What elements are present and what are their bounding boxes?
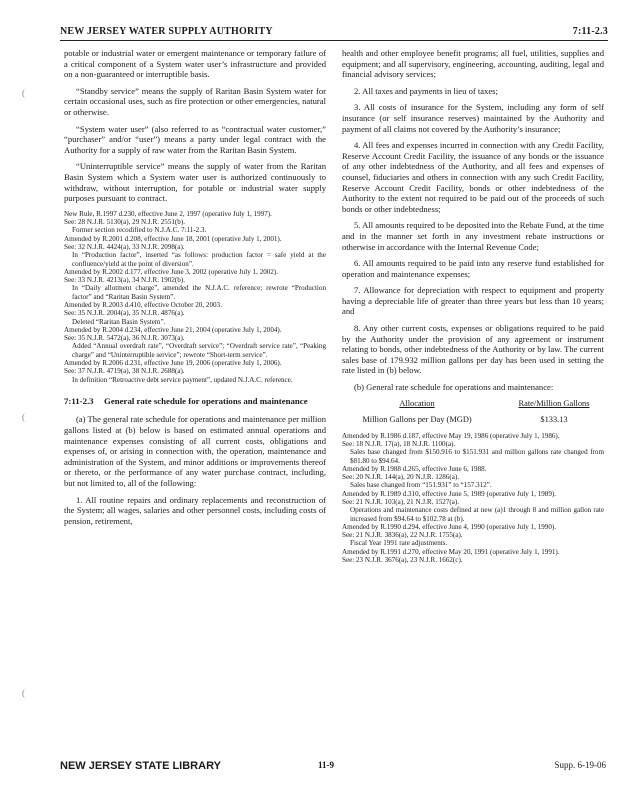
history-line: Amended by R.2002 d.177, effective June 3, 2002 (operative July 1, 2002).	[64, 267, 279, 276]
paragraph: 6. All amounts required to be paid into any reserve fund established for operation and maintenance expenses;	[342, 258, 604, 279]
paragraph: 8. Any other current costs, expenses or obligations required to be paid by the Authority under the provision of any agreement or instrument relating to bonds, other indebtedness of the Authority or by law. The current sales base of 179.932 million gallons per day has been used in setting the rate listed in (b) below.	[342, 323, 604, 376]
table-header-allocation: Allocation	[399, 398, 435, 408]
history-line: See: 32 N.J.R. 4424(a), 33 N.J.R. 2098(a).	[64, 242, 185, 251]
history-line: Amended by R.1990 d.294, effective June 4, 1990 (operative July 1, 1990).	[342, 522, 557, 531]
paragraph: health and other employee benefit programs; all fuel, utilities, supplies and equipment; and all supervisory, engineering, accounting, auditing, legal and financial advisory services;	[342, 48, 604, 80]
history-line: See: 37 N.J.R. 4719(a), 38 N.J.R. 2688(a).	[64, 367, 185, 376]
history-line: See: 21 N.J.R. 3836(a), 22 N.J.R. 1755(a).	[342, 531, 463, 540]
paragraph: 3. All costs of insurance for the System, including any form of self insurance (or self insurance reserves) maintained by the Authority and payment of all claims not covered by the Authority’s insurance;	[342, 102, 604, 134]
section-title: General rate schedule for operations and maintenance	[104, 395, 308, 406]
history-line: See: 35 N.J.R. 2004(a), 35 N.J.R. 4876(a).	[64, 309, 185, 318]
history-line: Amended by R.1991 d.270, effective May 20, 1991 (operative July 1, 1991).	[342, 547, 560, 556]
history-line: New Rule, R.1997 d.230, effective June 2, 1997 (operative July 1, 1997).	[64, 209, 272, 218]
rule-history	[342, 432, 604, 565]
history-line: Fiscal Year 1991 rate adjustments.	[350, 539, 448, 548]
history-line: Added “Annual overdraft rate”, “Overdraft service”; “Overdraft service rate”, “Peaking charge” and “Uninterruptible service”; rewrote “Short-term service”.	[72, 342, 326, 359]
history-line: Amended by R.1988 d.265, effective June 6, 1988.	[342, 464, 487, 473]
supplement-date: Supp. 6-19-06	[554, 760, 606, 770]
rate-table-header	[342, 399, 604, 410]
table-cell-rate: $133.13	[540, 415, 568, 425]
history-line: See: 20 N.J.R. 144(a), 20 N.J.R. 1286(a).	[342, 473, 460, 482]
paragraph: “Standby service” means the supply of Raritan Basin System water for certain occasional uses, such as fire protection or other emergencies, natural or otherwise.	[64, 85, 326, 117]
paragraph: (b) General rate schedule for operations and maintenance:	[354, 382, 554, 393]
history-line: Amended by R.2006 d.231, effective June 19, 2006 (operative July 1, 2006).	[64, 359, 282, 368]
history-line: See: 35 N.J.R. 5472(a), 36 N.J.R. 3073(a).	[64, 334, 185, 343]
history-line: Amended by R.2003 d.410, effective October 20, 2003.	[64, 300, 222, 309]
history-line: In “Production factor”, inserted “as follows: production factor = safe yield at the confluence/yield at the point of diversion”.	[72, 251, 326, 268]
history-line: In “Daily allotment charge”, amended the N.J.A.C. reference; rewrote “Production factor” and “Raritan Basin System”.	[72, 284, 326, 301]
history-line: Operations and maintenance costs defined at new (a)1 through 8 and million gallon rate increased from $94.64 to $102.78 at (b).	[350, 506, 604, 523]
history-line: See: 28 N.J.R. 5130(a), 29 N.J.R. 2551(b).	[64, 218, 185, 227]
history-line: Sales base changed from $150.916 to $151.931 and million gallons rate changed from $81.80 to $94.64.	[350, 448, 604, 465]
paragraph: 1. All routine repairs and ordinary replacements and reconstruction of the System; all wages, salaries and other personnel costs, including costs of pension, retirement,	[64, 494, 326, 526]
margin-mark: (	[22, 88, 25, 98]
history-line: See: 23 N.J.R. 3676(a), 23 N.J.R. 1662(c).	[342, 556, 463, 565]
header-title: NEW JERSEY WATER SUPPLY AUTHORITY	[60, 26, 273, 37]
history-line: Amended by R.1986 d.187, effective May 19, 1986 (operative July 1, 1986).	[342, 431, 560, 440]
paragraph: 5. All amounts required to be deposited into the Rebate Fund, at the time and in the manner set forth in any investment rebate instructions or otherwise in accordance with the Internal Revenue Code;	[342, 220, 604, 252]
paragraph: (a) The general rate schedule for operations and maintenance per million gallons listed at (b) below is based on estimated annual operations and maintenance expenses consisting of all current costs, obligations and expenses of, or arising in connection with, the operation, maintenance and administration of the System, and minor additions or improvements thereof or thereto, or the performance of any water purchase contract, including, but not limited to, all of the following:	[64, 414, 326, 489]
history-line: Former section recodified to N.J.A.C. 7:11-2.3.	[72, 226, 207, 235]
history-line: See: 33 N.J.R. 4213(a), 34 N.J.R. 1902(b).	[64, 276, 185, 285]
rule-history	[64, 210, 326, 384]
left-column	[64, 48, 326, 532]
header-rule	[60, 40, 608, 41]
paragraph: 2. All taxes and payments in lieu of taxes;	[354, 85, 498, 96]
margin-mark: (	[22, 412, 25, 422]
paragraph: 7. Allowance for depreciation with respect to equipment and property having a depreciable life of greater than three years but less than 10 years; and	[342, 285, 604, 317]
table-cell-allocation: Million Gallons per Day (MGD)	[362, 415, 472, 425]
section-number: 7:11-2.3	[64, 395, 94, 406]
header-section: 7:11-2.3	[572, 26, 608, 37]
page-number: 11-9	[318, 760, 335, 770]
history-line: Amended by R.1989 d.310, effective June 5, 1989 (operative July 1, 1989).	[342, 489, 557, 498]
paragraph: 4. All fees and expenses incurred in connection with any Credit Facility, Reserve Account Credit Facility, the issuance of any bonds or the issuance of any other indebtedness of the Authority, and all fees and expenses of counsel, fiduciaries and others in connection with any such Credit Facility, Reserve Account Credit Facility, bonds or other indebtedness of the Authority to the extent not required to be paid out of the proceeds of such bonds or other indebtedness;	[342, 140, 604, 214]
table-header-rate: Rate/Million Gallons	[518, 398, 590, 408]
paragraph: “Uninterruptible service” means the supply of water from the Raritan Basin System which a System water user is authorized continuously to withdraw, without interruption, for potable or industrial water supply purposes pursuant to contract.	[64, 161, 326, 204]
history-line: Deleted “Raritan Basin System”.	[72, 317, 166, 326]
rate-table-row	[342, 415, 604, 426]
running-header	[60, 26, 608, 37]
history-line: In definition “Retroactive debt service payment”, updated N.J.A.C. reference.	[72, 375, 293, 384]
history-line: Sales base changed from “151.931” to “157.312”.	[350, 481, 492, 490]
paragraph: “System water user” (also referred to as “contractual water customer,” “purchaser” and/or “user”) means a party under legal contract with the Authority for a supply of raw water from the Raritan Basin System.	[64, 123, 326, 155]
paragraph: potable or industrial water or emergent maintenance or temporary failure of a critical component of a System water user’s infrastructure and provided on a non-guaranteed or interruptible basis.	[64, 48, 326, 80]
history-line: See: 21 N.J.R. 103(a), 21 N.J.R. 1527(a).	[342, 498, 460, 506]
library-stamp: NEW JERSEY STATE LIBRARY	[60, 760, 221, 772]
section-heading	[64, 396, 326, 407]
history-line: Amended by R.2004 d.234, effective June 21, 2004 (operative July 1, 2004).	[64, 325, 282, 334]
history-line: See: 18 N.J.R. 17(a), 18 N.J.R. 1100(a).	[342, 439, 456, 448]
margin-mark: (	[22, 688, 25, 698]
right-column	[342, 48, 604, 564]
history-line: Amended by R.2001 d.208, effective June 18, 2001 (operative July 1, 2001).	[64, 234, 282, 243]
